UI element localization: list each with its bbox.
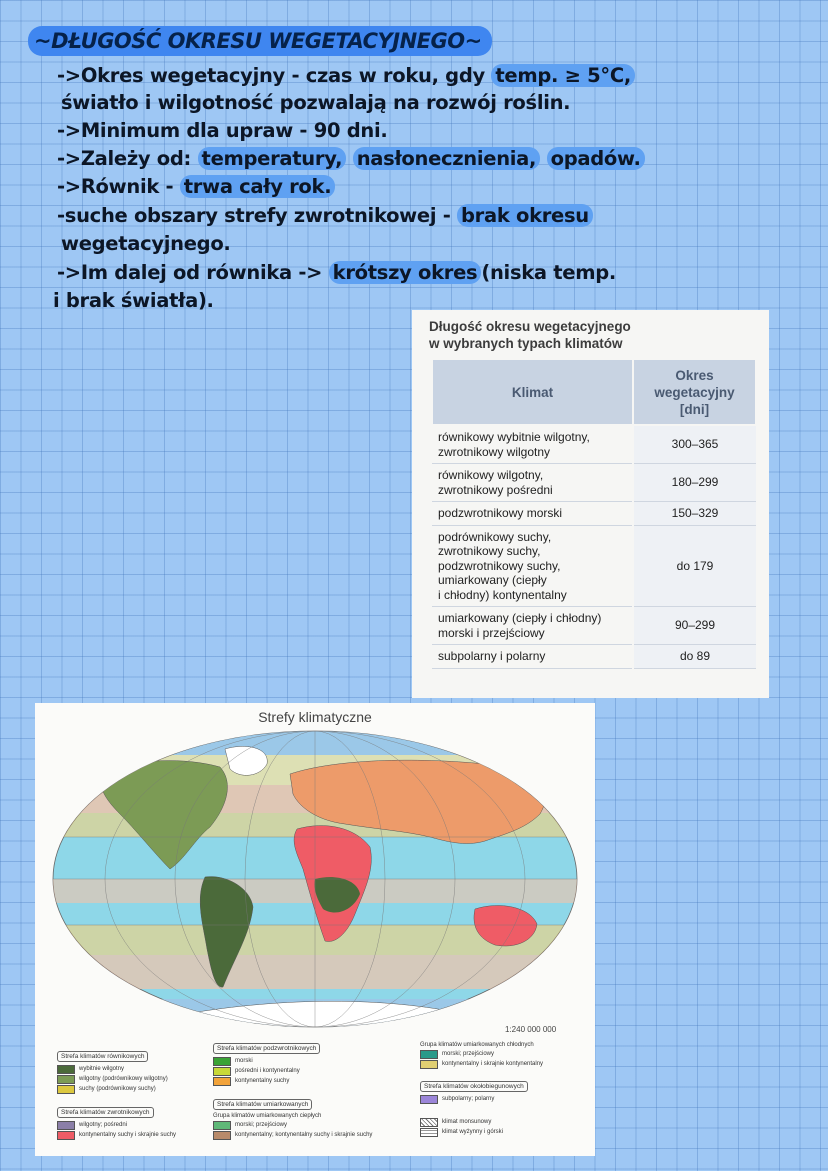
table-title: Długość okresu wegetacyjnego w wybranych typach klimatów xyxy=(429,319,631,351)
legend-swatch xyxy=(57,1085,75,1094)
legend-label: morski; przejściowy xyxy=(235,1122,288,1128)
table-row xyxy=(432,502,756,526)
cell-klimat: równikowy wybitnie wilgotny, zwrotnikowy wilgotny xyxy=(432,425,633,464)
cell-okres: 300–365 xyxy=(633,425,756,464)
table-row xyxy=(432,464,756,502)
note-line-2: światło i wilgotność pozwalają na rozwój roślin. xyxy=(61,91,571,114)
notes-title: ~DŁUGOŚĆ OKRESU WEGETACYJNEGO~ xyxy=(28,26,492,56)
legend-label: klimat monsunowy xyxy=(442,1119,492,1125)
note-line-5: ->Równik - trwa cały rok. xyxy=(57,174,335,200)
note-line-8: ->Im dalej od równika -> krótszy okres (niska temp. xyxy=(57,261,616,284)
cell-okres: 90–299 xyxy=(633,607,756,645)
cell-okres: do 179 xyxy=(633,525,756,607)
legend-tropical xyxy=(57,1107,176,1140)
legend-label: morski; przejściowy xyxy=(442,1051,495,1057)
map-scale: 1:240 000 000 xyxy=(505,1025,557,1034)
legend-label: kontynentalny suchy xyxy=(235,1078,290,1084)
legend-subtropical xyxy=(213,1043,320,1086)
legend-label: wilgotny (podrównikowy wilgotny) xyxy=(79,1076,168,1082)
cell-okres: 150–329 xyxy=(633,502,756,526)
cell-klimat: umiarkowany (ciepły i chłodny) morski i przejściowy xyxy=(432,607,633,645)
legend-group-cold: Grupa klimatów umiarkowanych chłodnych xyxy=(420,1042,534,1048)
legend-swatch xyxy=(420,1095,438,1104)
legend-equatorial xyxy=(57,1051,168,1094)
note-line-4: ->Zależy od: temperatury, nasłonecznienia, opadów. xyxy=(57,146,645,172)
legend-label: suchy (podrównikowy suchy) xyxy=(79,1086,156,1092)
table-row xyxy=(432,525,756,607)
legend-swatch xyxy=(213,1057,231,1066)
legend-label: klimat wyżynny i górski xyxy=(442,1129,504,1135)
cell-klimat: podrównikowy suchy, zwrotnikowy suchy, podzwrotnikowy suchy, umiarkowany (ciepły i chłodny) kontynentalny xyxy=(432,525,633,607)
note-line-7: wegetacyjnego. xyxy=(61,232,231,255)
legend-polar xyxy=(420,1081,528,1104)
legend-label: kontynentalny; kontynentalny suchy i skrajnie suchy xyxy=(235,1132,373,1138)
note-line-1: ->Okres wegetacyjny - czas w roku, gdy temp. ≥ 5°C, xyxy=(57,63,635,89)
cell-klimat: równikowy wilgotny, zwrotnikowy pośredni xyxy=(432,464,633,502)
legend-swatch xyxy=(213,1077,231,1086)
cell-klimat: podzwrotnikowy morski xyxy=(432,502,633,526)
map-title: Strefy klimatyczne xyxy=(258,709,372,725)
note-line-9: i brak światła). xyxy=(53,289,214,312)
legend-cold xyxy=(420,1041,543,1069)
legend-heading-equatorial: Strefa klimatów równikowych xyxy=(57,1051,148,1062)
legend-swatch xyxy=(420,1050,438,1059)
legend-swatch xyxy=(420,1128,438,1137)
world-map xyxy=(35,729,595,1029)
table-row xyxy=(432,425,756,464)
cell-okres: do 89 xyxy=(633,645,756,669)
legend-swatch xyxy=(420,1060,438,1069)
legend-label: wilgotny; pośredni xyxy=(79,1122,128,1128)
table-row xyxy=(432,645,756,669)
legend-swatch xyxy=(213,1067,231,1076)
legend-swatch xyxy=(213,1131,231,1140)
legend-swatch xyxy=(57,1065,75,1074)
legend-swatch xyxy=(420,1118,438,1127)
vegetation-period-table-card xyxy=(412,310,769,698)
column-header-okres: Okres wegetacyjny [dni] xyxy=(633,359,756,425)
column-header-klimat: Klimat xyxy=(432,359,633,425)
legend-swatch xyxy=(57,1131,75,1140)
legend-temperate xyxy=(213,1099,372,1140)
legend-label: kontynentalny i skrajnie kontynentalny xyxy=(442,1061,544,1067)
legend-group-warm: Grupa klimatów umiarkowanych ciepłych xyxy=(213,1113,322,1119)
legend-swatch xyxy=(213,1121,231,1130)
legend-label: wybitnie wilgotny xyxy=(79,1066,125,1072)
legend-label: subpolarny; polarny xyxy=(442,1096,495,1102)
legend-heading-polar: Strefa klimatów okołobiegunowych xyxy=(420,1081,528,1092)
note-line-3: ->Minimum dla upraw - 90 dni. xyxy=(57,119,388,142)
legend-label: pośredni i kontynentalny xyxy=(235,1068,300,1074)
legend-heading-temperate: Strefa klimatów umiarkowanych xyxy=(213,1099,312,1110)
legend-label: kontynentalny suchy i skrajnie suchy xyxy=(79,1132,177,1138)
legend-extra xyxy=(420,1117,503,1137)
cell-okres: 180–299 xyxy=(633,464,756,502)
legend-swatch xyxy=(57,1121,75,1130)
cell-klimat: subpolarny i polarny xyxy=(432,645,633,669)
legend-label: morski xyxy=(235,1058,253,1064)
legend-heading-tropical: Strefa klimatów zwrotnikowych xyxy=(57,1107,154,1118)
climate-zones-map-card xyxy=(35,703,595,1156)
table-row xyxy=(432,607,756,645)
legend-swatch xyxy=(57,1075,75,1084)
climate-table xyxy=(431,358,757,669)
legend-heading-subtropical: Strefa klimatów podzwrotnikowych xyxy=(213,1043,320,1054)
note-line-6: -suche obszary strefy zwrotnikowej - brak okresu xyxy=(57,203,593,229)
